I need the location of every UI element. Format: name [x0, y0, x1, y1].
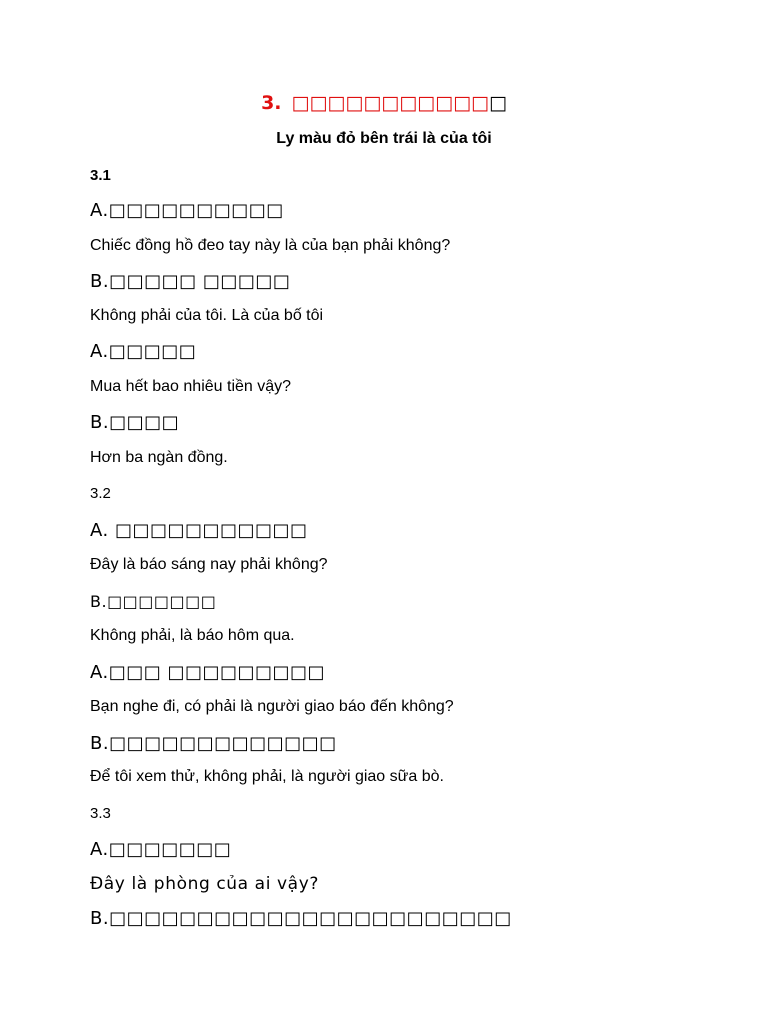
lesson-title	[0, 92, 768, 114]
dialogue-line-chinese: A. □□□□□□□□□□□	[90, 520, 308, 541]
dialogue-line-translation: Đây là phòng của ai vậy?	[90, 874, 319, 894]
section-label-3-3: 3.3	[90, 805, 111, 822]
dialogue-line-translation: Để tôi xem thử, không phải, là người giao sữa bò.	[90, 768, 444, 785]
dialogue-line-chinese: A.□□□□□□□□□□	[90, 200, 284, 221]
dialogue-line-translation: Bạn nghe đi, có phải là người giao báo đến không?	[90, 698, 454, 715]
dialogue-line-chinese: B.□□□□□□□□□□□□□□□□□□□□□□□	[90, 908, 512, 929]
dialogue-line-translation: Đây là báo sáng nay phải không?	[90, 556, 328, 573]
section-label-3-2: 3.2	[90, 485, 111, 502]
dialogue-line-chinese: A.□□□□□	[90, 341, 197, 362]
lesson-title-text: □□□□□□□□□□□	[291, 92, 489, 114]
lesson-subtitle: Ly màu đỏ bên trái là của tôi	[276, 130, 492, 147]
dialogue-line-translation: Không phải của tôi. Là của bố tôi	[90, 307, 324, 324]
dialogue-line-chinese: B.□□□□□ □□□□□	[90, 271, 291, 292]
dialogue-line-chinese: B.□□□□	[90, 412, 180, 433]
dialogue-line-chinese: A.□□□□□□□	[90, 839, 232, 860]
dialogue-line-chinese: B.□□□□□□□□□□□□□	[90, 733, 337, 754]
dialogue-line-translation: Mua hết bao nhiêu tiền vậy?	[90, 378, 292, 395]
dialogue-line-translation: Không phải, là báo hôm qua.	[90, 627, 295, 644]
dialogue-line-chinese: B.□□□□□□□	[90, 592, 217, 611]
lesson-title-ending: □	[488, 92, 507, 114]
dialogue-line-translation: Hơn ba ngàn đồng.	[90, 449, 228, 466]
section-label-3-1: 3.1	[90, 167, 111, 184]
dialogue-line-translation: Chiếc đồng hồ đeo tay này là của bạn phải không?	[90, 237, 451, 254]
lesson-number: 3.	[261, 92, 282, 114]
dialogue-line-chinese: A.□□□ □□□□□□□□□	[90, 662, 326, 683]
